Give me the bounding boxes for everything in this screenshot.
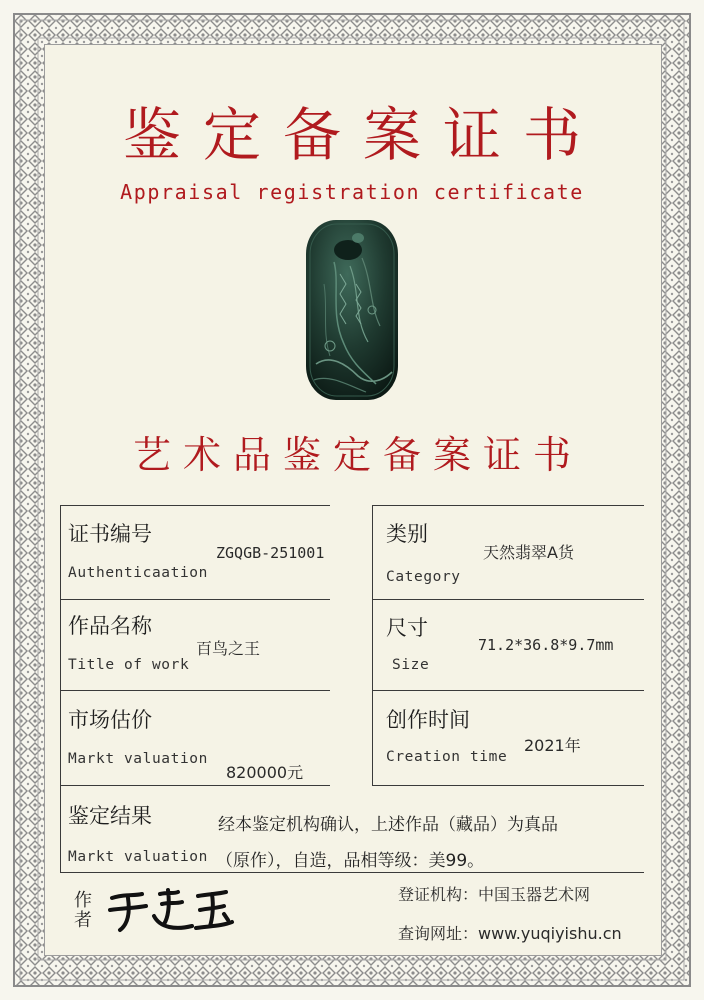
rule [372,599,644,600]
result-label-en: Markt valuation [68,849,208,865]
rule [60,690,330,691]
category-label: 类别 [386,522,428,546]
agency-text: 登证机构：中国玉器艺术网 [398,885,591,904]
category-label-en: Category [386,569,461,585]
author-label: 作者 [74,890,92,931]
certificate-title: 鉴定备案证书 [122,101,603,169]
rule [60,872,644,873]
rule [60,505,61,872]
jade-pendant-image [300,214,404,406]
result-line-1: 经本鉴定机构确认，上述作品（藏品）为真品 [218,815,558,835]
certificate-title-english: Appraisal registration certificate [120,180,584,204]
work-name-label: 作品名称 [68,614,152,638]
creation-label: 创作时间 [386,708,470,732]
valuation-label: 市场估价 [68,708,152,732]
size-value: 71.2*36.8*9.7mm [478,636,614,654]
rule [372,505,644,506]
creation-label-en: Creation time [386,749,508,765]
creation-value: 2021年 [524,736,581,755]
cert-no-value: ZGQGB-251001 [216,544,325,562]
valuation-value: 820000元 [226,763,304,782]
rule [372,690,644,691]
author-signature [106,886,236,936]
valuation-label-en: Markt valuation [68,751,208,767]
rule [372,785,644,786]
category-value: 天然翡翠A货 [483,543,574,562]
rule [372,505,373,785]
cert-no-label-en: Authenticaation [68,565,208,581]
rule [60,505,330,506]
size-label: 尺寸 [386,616,428,640]
website-text: 查询网址：www.yuqiyishu.cn [398,924,622,943]
cert-no-label: 证书编号 [68,522,152,546]
result-label: 鉴定结果 [68,804,152,828]
rule [60,599,330,600]
work-name-label-en: Title of work [68,657,190,673]
rule [60,785,330,786]
work-name-value: 百鸟之王 [196,639,261,658]
size-label-en: Size [392,657,430,673]
certificate-subtitle: 艺术品鉴定备案证书 [132,433,583,477]
result-line-2: （原作），自造，品相等级：美99。 [216,851,485,871]
